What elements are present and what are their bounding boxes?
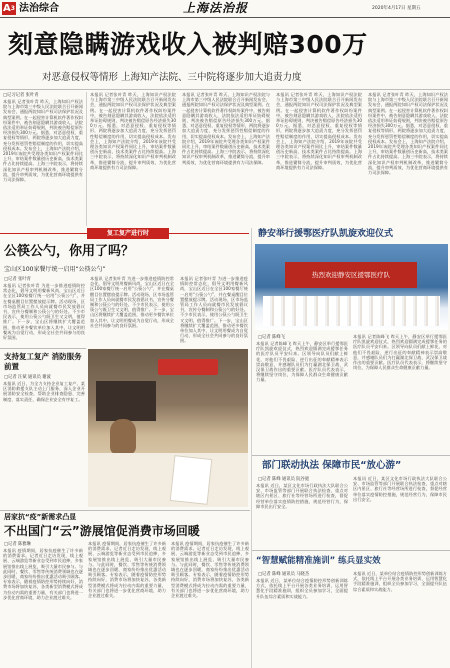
dept-top-rule	[252, 455, 450, 456]
medical-body-col1: 本报讯 记者陈峰飞 昨天上午，静安区举行援鄂医疗队凯旋欢迎仪式，热烈欢迎圆满完成援鄂任务的医疗队员平安归来。区领导向队员们献上鲜花，对他们不畏艰险、逆行出征的奉献精神表示崇高敬意，并感谢队员们为打赢湖北保卫战、武汉保卫战作出的重要贡献。医疗队员代表表示，将继续坚守岗位，为保障人民群众生命健康贡献力量。	[256, 341, 348, 383]
dept-headline: 部门联动执法 保障市民“放心游”	[262, 460, 402, 471]
section-bar	[87, 228, 169, 239]
page-number: 3	[10, 5, 15, 12]
medical-team-photo	[255, 244, 448, 330]
restaurant-photo	[88, 349, 248, 507]
medical-headline: 静安举行援鄂医疗队凯旋欢迎仪式	[258, 229, 394, 239]
skills-byline: □记者 陈峰 通讯员 马晓杰	[258, 572, 310, 577]
cafe-byline: □记者 张叶青	[4, 277, 31, 282]
notice-sheet	[170, 455, 213, 505]
bottom-left-rule	[0, 510, 250, 511]
shop-window	[96, 381, 156, 421]
section-bar-label: 复工复产进行时	[106, 230, 149, 237]
cafe-subhead: 宝山区100家餐厅统一启用“公筷公勺”	[4, 266, 106, 273]
lead-body-col1: 本报讯 记者张叶青 昨天，上海知识产权法院与上海市第三中级人民法院联合召开新闻发布会，通报两院知识产权司法保护状况及典型案例。在一起侵害计算机软件著作权纠纷案件中，被告刻意隐瞒其游戏收入，法院依法适用举证妨碍规则，判决被告赔偿原告经济损失300万元。据悉，对恶意侵权、重复侵权等情形，两院将逐步加大追责力度，充分发挥惩罚性赔偿制度的作用，切实提高侵权成本。发布会上，上海知产法院介绍，2019年该院共受理各类知识产权案件同比上升，审结案件数量创历史新高，技术类案件占比持续提高。上海三中院表示，将持续深化知识产权审判机制改革，推进繁简分流，提升审判质效，为优化营商环境提供有力司法保障。	[3, 99, 83, 183]
lead-body-col2: 本报讯 记者张叶青 昨天，上海知识产权法院与上海市第三中级人民法院联合召开新闻发布会，通报两院知识产权司法保护状况及典型案例。在一起侵害计算机软件著作权纠纷案件中，被告刻意隐瞒其游戏收入，法院依法适用举证妨碍规则，判决被告赔偿原告经济损失300万元。据悉，对恶意侵权、重复侵权等情形，两院将逐步加大追责力度，充分发挥惩罚性赔偿制度的作用，切实提高侵权成本。发布会上，上海知产法院介绍，2019年该院共受理各类知识产权案件同比上升，审结案件数量创历史新高，技术类案件占比持续提高。上海三中院表示，将持续深化知识产权审判机制改革，推进繁简分流，提升审判质效，为优化营商环境提供有力司法保障。	[90, 92, 176, 170]
bottom-left-headline: 不出国门“云”游展馆促消费市场回暖	[4, 524, 200, 538]
skills-body-col2: 本报讯 近日，某单位结合疫情防控形势创新训练方式，依托线上平台开展各类业务培训，运用智慧化手段精准施训，组织全员参加学习，全面提升队伍综合素质和实战能力。	[353, 571, 447, 592]
welcome-banner	[285, 262, 417, 288]
welcome-banner-text: 热烈欢迎静安区援鄂医疗队	[312, 271, 390, 279]
cafe-body-col1: 本报讯 记者张叶青 为进一步推进疫情防控常态化，倡导文明用餐新风尚，宝山区近日在全区100家餐厅统一启用“公筷公勺”，并在餐桌醒目位置摆放提示牌。活动现场，区市场监管局工作人员向就餐市民发放倡议书，宣传分餐制和公筷公勺的好处。不少市民表示，使用公筷公勺既卫生又文明，值得推广。下一步，宝山区将继续扩大覆盖范围，推动更多餐饮单位加入其中，让文明用餐成为自觉行动，形成全社会共同参与的良好氛围。	[3, 283, 85, 341]
lead-subhead: 对恶意侵权等情形 上海知产法院、三中院将逐步加大追责力度	[42, 72, 302, 83]
loan-body: 本报讯 近日，为全力支持企业复工复产，某区消防救援支队主动上门服务，深入企业开展消防安全检查，帮助企业排查隐患、完善制度、落实责任，确保企业安全有序复工。	[3, 381, 85, 402]
bottom-left-col3: 本报讯 疫情期间，居家抗疫催生了许多新的消费需求。记者近日走访发现，线上观展、云端游览等新业态受到市民追捧，多家展馆推出线上展览，吸引大量市民参与。与此同时，餐饮、零售等传统消费领域也在逐步回暖，商家纷纷推出优惠活动吸引顾客。专家表示，随着疫情防控形势持续向好，消费市场将加快复苏，各类新型消费模式将成为拉动内需的重要力量，有关部门也将进一步优化营商环境，助力企业渡过难关。	[171, 541, 249, 599]
shop-sign	[158, 359, 218, 375]
lead-headline: 刻意隐瞒游戏收入被判赔300万	[8, 30, 368, 59]
table-surface	[88, 453, 248, 507]
page-letter-badge	[2, 2, 16, 15]
dept-body-col2: 本报讯 近日，某区文化市场行政执法大队联合公安、市场监管等部门开展联合执法检查，重点对辖区内景区、旅行社等经营场所进行检查，督促经营单位落实疫情防控措施，规范经营行为，保障市民出行安全。	[353, 476, 447, 502]
lead-byline: □记习记者 张叶青	[3, 93, 39, 98]
section-rule	[0, 233, 87, 234]
newspaper-logo: 上海法治报	[183, 1, 249, 15]
masthead	[0, 0, 450, 18]
medical-body-col2: 本报讯 记者陈峰飞 昨天上午，静安区举行援鄂医疗队凯旋欢迎仪式，热烈欢迎圆满完成援鄂任务的医疗队员平安归来。区领导向队员们献上鲜花，对他们不畏艰险、逆行出征的奉献精神表示崇高敬意，并感谢队员们为打赢湖北保卫战、武汉保卫战作出的重要贡献。医疗队员代表表示，将继续坚守岗位，为保障人民群众生命健康贡献力量。	[353, 334, 447, 371]
skills-top-rule	[252, 550, 450, 551]
issue-date: 2020年4月17日 星期五	[372, 6, 421, 11]
page-letter: A	[3, 3, 11, 14]
cafe-body-col3: 本报讯 记者张叶青 为进一步推进疫情防控常态化，倡导文明用餐新风尚，宝山区近日在全区100家餐厅统一启用“公筷公勺”，并在餐桌醒目位置摆放提示牌。活动现场，区市场监管局工作人员向就餐市民发放倡议书，宣传分餐制和公筷公勺的好处。不少市民表示，使用公筷公勺既卫生又文明，值得推广。下一步，宝山区将继续扩大覆盖范围，推动更多餐饮单位加入其中，让文明用餐成为自觉行动，形成全社会共同参与的良好氛围。	[180, 276, 248, 344]
dept-body-col1: 本报讯 近日，某区文化市场行政执法大队联合公安、市场监管等部门开展联合执法检查，重点对辖区内景区、旅行社等经营场所进行检查，督促经营单位落实疫情防控措施，规范经营行为，保障市民出行安全。	[256, 483, 348, 509]
lead-body-col5: 本报讯 记者张叶青 昨天，上海知识产权法院与上海市第三中级人民法院联合召开新闻发布会，通报两院知识产权司法保护状况及典型案例。在一起侵害计算机软件著作权纠纷案件中，被告刻意隐瞒其游戏收入，法院依法适用举证妨碍规则，判决被告赔偿原告经济损失300万元。据悉，对恶意侵权、重复侵权等情形，两院将逐步加大追责力度，充分发挥惩罚性赔偿制度的作用，切实提高侵权成本。发布会上，上海知产法院介绍，2019年该院共受理各类知识产权案件同比上升，审结案件数量创历史新高，技术类案件占比持续提高。上海三中院表示，将持续深化知识产权审判机制改革，推进繁简分流，提升审判质效，为优化营商环境提供有力司法保障。	[368, 92, 448, 176]
masthead-rule	[0, 17, 450, 18]
lead-top-rule	[0, 89, 450, 90]
loan-top-rule	[0, 348, 86, 349]
section-rule-right	[169, 233, 249, 234]
col-divider	[86, 92, 87, 226]
lead-body-col4: 本报讯 记者张叶青 昨天，上海知识产权法院与上海市第三中级人民法院联合召开新闻发布会，通报两院知识产权司法保护状况及典型案例。在一起侵害计算机软件著作权纠纷案件中，被告刻意隐瞒其游戏收入，法院依法适用举证妨碍规则，判决被告赔偿原告经济损失300万元。据悉，对恶意侵权、重复侵权等情形，两院将逐步加大追责力度，充分发挥惩罚性赔偿制度的作用，切实提高侵权成本。发布会上，上海知产法院介绍，2019年该院共受理各类知识产权案件同比上升，审结案件数量创历史新高，技术类案件占比持续提高。上海三中院表示，将持续深化知识产权审判机制改革，推进繁简分流，提升审判质效，为优化营商环境提供有力司法保障。	[276, 92, 362, 170]
skills-body-col1: 本报讯 近日，某单位结合疫情防控形势创新训练方式，依托线上平台开展各类业务培训，运用智慧化手段精准施训，组织全员参加学习，全面提升队伍综合素质和实战能力。	[256, 578, 348, 599]
loan-headline: 支持复工复产 消防服务前置	[4, 352, 82, 371]
bottom-left-kicker: 居家抗“疫”新需求凸显	[4, 513, 77, 521]
bottom-left-col1: 本报讯 疫情期间，居家抗疫催生了许多新的消费需求。记者近日走访发现，线上观展、云端游览等新业态受到市民追捧，多家展馆推出线上展览，吸引大量市民参与。与此同时，餐饮、零售等传统消费领域也在逐步回暖，商家纷纷推出优惠活动吸引顾客。专家表示，随着疫情防控形势持续向好，消费市场将加快复苏，各类新型消费模式将成为拉动内需的重要力量，有关部门也将进一步优化营商环境，助力企业渡过难关。	[3, 548, 83, 600]
bottom-left-col2: 本报讯 疫情期间，居家抗疫催生了许多新的消费需求。记者近日走访发现，线上观展、云端游览等新业态受到市民追捧，多家展馆推出线上展览，吸引大量市民参与。与此同时，餐饮、零售等传统消费领域也在逐步回暖，商家纷纷推出优惠活动吸引顾客。专家表示，随着疫情防控形势持续向好，消费市场将加快复苏，各类新型消费模式将成为拉动内需的重要力量，有关部门也将进一步优化营商环境，助力企业渡过难关。	[88, 541, 166, 599]
lead-body-col3: 本报讯 记者张叶青 昨天，上海知识产权法院与上海市第三中级人民法院联合召开新闻发布会，通报两院知识产权司法保护状况及典型案例。在一起侵害计算机软件著作权纠纷案件中，被告刻意隐瞒其游戏收入，法院依法适用举证妨碍规则，判决被告赔偿原告经济损失300万元。据悉，对恶意侵权、重复侵权等情形，两院将逐步加大追责力度，充分发挥惩罚性赔偿制度的作用，切实提高侵权成本。发布会上，上海知产法院介绍，2019年该院共受理各类知识产权案件同比上升，审结案件数量创历史新高，技术类案件占比持续提高。上海三中院表示，将持续深化知识产权审判机制改革，推进繁简分流，提升审判质效，为优化营商环境提供有力司法保障。	[182, 92, 270, 165]
skills-headline: “智慧赋能精准施训” 练兵显实效	[256, 556, 381, 566]
cafe-body-col2: 本报讯 记者张叶青 为进一步推进疫情防控常态化，倡导文明用餐新风尚，宝山区近日在全区100家餐厅统一启用“公筷公勺”，并在餐桌醒目位置摆放提示牌。活动现场，区市场监管局工作人员向就餐市民发放倡议书，宣传分餐制和公筷公勺的好处。不少市民表示，使用公筷公勺既卫生又文明，值得推广。下一步，宝山区将继续扩大覆盖范围，推动更多餐饮单位加入其中，让文明用餐成为自觉行动，形成全社会共同参与的良好氛围。	[90, 276, 174, 328]
team-group	[263, 296, 440, 326]
loan-byline: □记者 汪斌 通讯员 谢波	[4, 375, 51, 380]
dept-byline: □记者 陈峰 通讯员 阮谷庭	[258, 477, 310, 482]
stuffed-toy-icon	[110, 419, 136, 455]
page-divider	[251, 228, 252, 668]
bottom-left-byline: □记者 陈雅琳	[4, 542, 31, 547]
medical-byline: □记者 陈峰飞	[258, 335, 285, 340]
cafe-headline: 公筷公勺，你用了吗？	[4, 244, 135, 259]
section-title: 法治综合	[19, 3, 59, 14]
